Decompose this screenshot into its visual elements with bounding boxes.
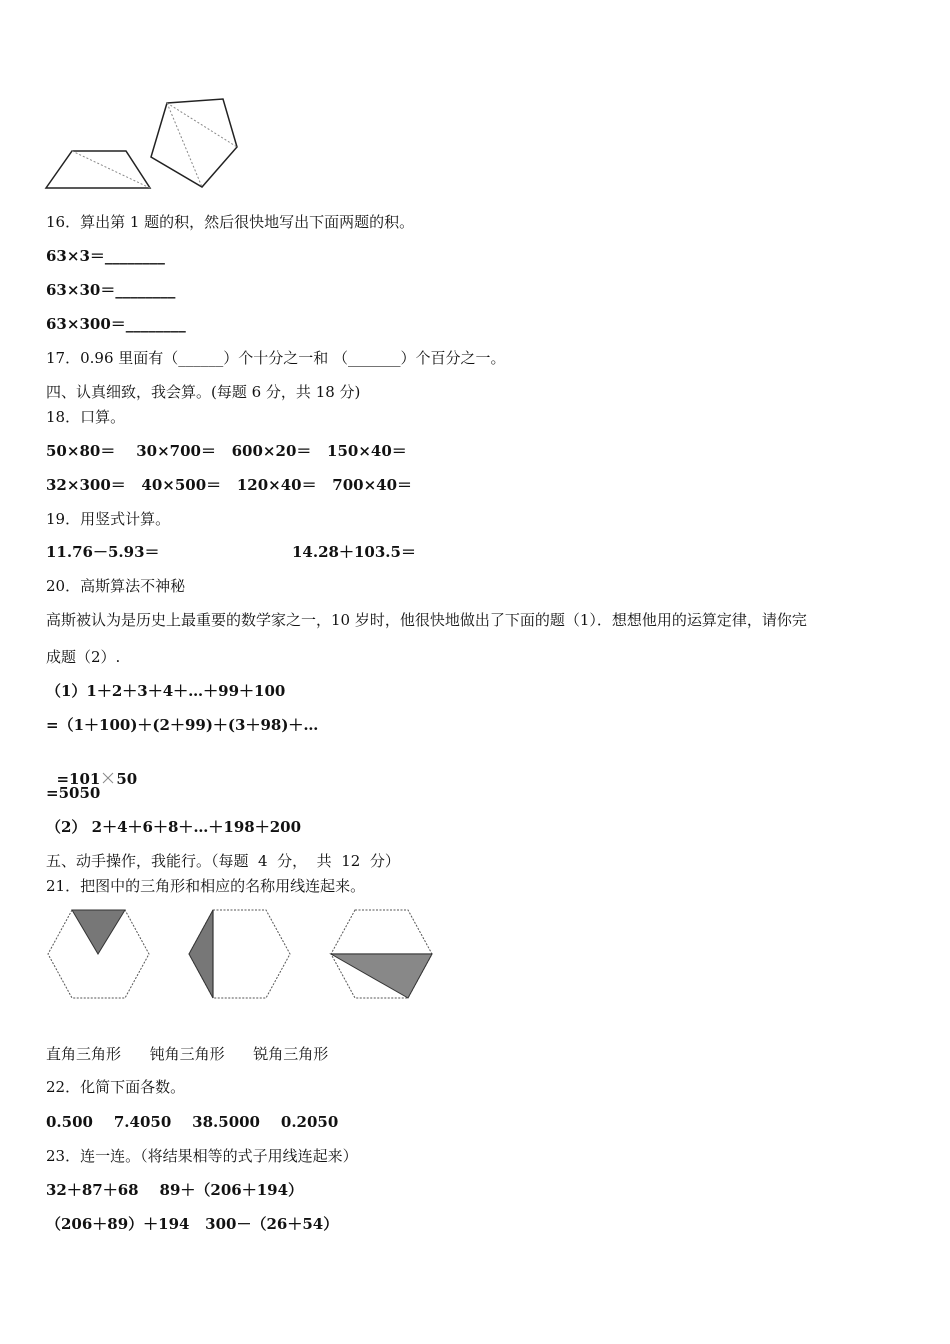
hexagon-figure-1: [45, 906, 155, 1001]
section-5-title: 五、动手操作，我能行。（每题 4 分， 共 12 分）: [46, 852, 400, 870]
section-4-title: 四、认真细致，我会算。(每题 6 分，共 18 分): [46, 383, 361, 401]
q20-step-1: （1）1＋2＋3＋4＋…＋99＋100: [46, 682, 286, 700]
q21-labels: 直角三角形 钝角三角形 锐角三角形: [46, 1045, 329, 1063]
q20-step-4: =5050: [46, 784, 101, 802]
q16-item-2: 63×30＝________: [46, 281, 176, 299]
q22-numbers: 0.500 7.4050 38.5000 0.2050: [46, 1113, 339, 1131]
q20-step-5: （2） 2＋4＋6＋8＋…＋198＋200: [46, 818, 302, 836]
trapezoid-figure: [40, 145, 160, 195]
pentagon-figure: [145, 95, 245, 190]
q23-title: 23．连一连。（将结果相等的式子用线连起来）: [46, 1147, 358, 1165]
q20-step-3-left: =101: [56, 770, 101, 788]
q17-text: 17．0.96 里面有（______）个十分之一和 （_______）个百分之一。: [46, 349, 506, 367]
q23-row-2: （206＋89）＋194 300－（26＋54）: [46, 1215, 339, 1233]
q18-title: 18．口算。: [46, 408, 126, 426]
q16-item-3: 63×300＝________: [46, 315, 186, 333]
q20-para-2: 成题（2）.: [46, 648, 121, 666]
q16-item-1: 63×3＝________: [46, 247, 165, 265]
q23-row-1: 32＋87＋68 89＋（206＋194）: [46, 1181, 304, 1199]
q19-left: 11.76－5.93＝: [46, 543, 160, 561]
q20-step-3-right: 50: [116, 770, 138, 788]
q21-title: 21．把图中的三角形和相应的名称用线连起来。: [46, 877, 366, 895]
q19-right: 14.28＋103.5＝: [292, 543, 416, 561]
q22-title: 22．化简下面各数。: [46, 1078, 186, 1096]
q19-title: 19．用竖式计算。: [46, 510, 171, 528]
q20-para-1: 高斯被认为是历史上最重要的数学家之一，10 岁时，他很快地做出了下面的题（1）．想想他用的运算定律，请你完: [46, 611, 807, 629]
q18-row-2: 32×300＝ 40×500＝ 120×40＝ 700×40＝: [46, 476, 413, 494]
q18-row-1: 50×80＝ 30×700＝ 600×20＝ 150×40＝: [46, 442, 407, 460]
hexagon-figure-3: [328, 906, 438, 1001]
q16-title: 16．算出第 1 题的积，然后很快地写出下面两题的积。: [46, 213, 415, 231]
q20-step-2: =（1＋100)＋(2＋99)＋(3＋98)＋…: [46, 716, 319, 734]
hexagon-figure-2: [186, 906, 296, 1001]
multiply-icon: [101, 771, 115, 785]
q20-title: 20．高斯算法不神秘: [46, 577, 186, 595]
